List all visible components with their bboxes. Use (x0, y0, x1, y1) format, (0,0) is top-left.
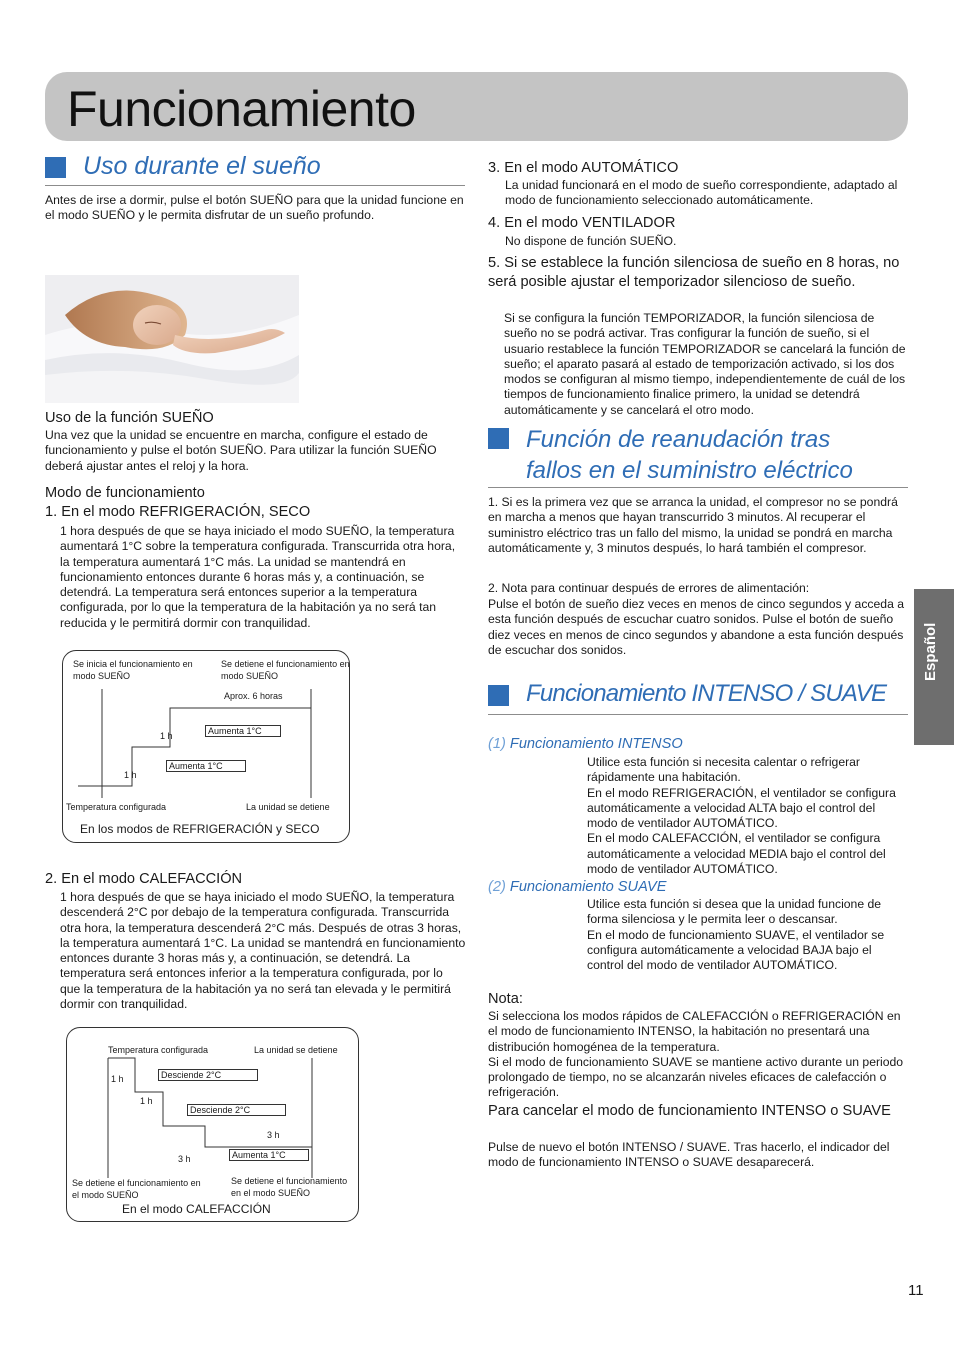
mode4-title: 4. En el modo VENTILADOR (488, 215, 676, 231)
mode1-title: 1. En el modo REFRIGERACIÓN, SECO (45, 504, 311, 520)
intense-s2-heading (488, 879, 666, 895)
mode1-text: 1 hora después de que se haya iniciado el modo SUEÑO, la temperatura aumentará 1°C sobre la temperatura configurada. Transcurrida otra hora, la temperatura aumentará 1°C más. La unidad se mantendrá en funcionamiento entonces durante 6 horas más y, a continuación, se detendrá. La temperatura será entonces superior a la temperatura configurada, por lo que la temperatura de la habitación ya no será tan reducida y le permitirá dormir con tranquilidad. (60, 524, 456, 630)
restart-section-header (488, 424, 908, 488)
cool-set-temp: Temperatura configurada (66, 802, 167, 812)
section-marker-icon (488, 428, 509, 449)
heat-caption: En el modo CALEFACCIÓN (122, 1202, 271, 1216)
intense-s1-num: (1) (488, 736, 506, 752)
cool-unit-stops: La unidad se detiene (246, 802, 330, 812)
cool-approx-label: Aprox. 6 horas (224, 691, 283, 701)
usage-title: Uso de la función SUEÑO (45, 410, 214, 426)
restart-heading-line1: Función de reanudación tras (526, 426, 831, 453)
mode2-text: 1 hora después de que se haya iniciado el modo SUEÑO, la temperatura descenderá 2°C por debajo de la temperatura configurada. Transcurrida otra hora, la temperatura descenderá 2°C más. Después de otras 3 horas, la temperatura aumentará 1°C. La unidad se mantendrá en funcionamiento entonces durante 3 horas más y, a continuación, se detendrá. La temperatura será entonces inferior a la temperatura configurada, por lo que la temperatura de la habitación ya no será tan elevada y le permitirá dormir con tranquilidad. (60, 890, 466, 1012)
note-text: Si selecciona los modos rápidos de CALEFACCIÓN o REFRIGERACIÓN en el modo de funcionamiento INTENSO, la habitación no presentará una distribución homogénea de la temperatura. Si el modo de funcionamiento SUAVE se mantiene activo durante un periodo prolongado de tiempo, no se alcanzarán niveles eficaces de calefacción o refrigeración. (488, 1009, 904, 1100)
cool-start-label: Se inicia el funcionamiento en modo SUEÑO (73, 659, 193, 681)
heat-unit-stops: La unidad se detiene (254, 1045, 338, 1055)
heat-l2: Desciende 2°C (187, 1104, 286, 1116)
intense-section-header (488, 680, 908, 715)
cool-step2-label: Aumenta 1°C (166, 760, 246, 772)
heat-t3: 3 h (267, 1130, 280, 1140)
language-tab (914, 589, 954, 745)
sleep-intro: Antes de irse a dormir, pulse el botón SUEÑO para que la unidad funcione en el modo SUEÑO y le permita disfrutar de un sueño profundo. (45, 193, 464, 223)
restart-p2-title: 2. Nota para continuar después de errores de alimentación: (488, 581, 810, 595)
cool-stop-label: Se detiene el funcionamiento en modo SUEÑO (221, 659, 350, 681)
page-title-bar (45, 72, 908, 141)
heat-stop-right: Se detiene el funcionamiento en el modo SUEÑO (231, 1176, 348, 1198)
section-marker-icon (45, 157, 66, 178)
heat-t4: 3 h (178, 1154, 191, 1164)
note-title: Nota: (488, 991, 523, 1007)
restart-p2-text: Pulse el botón de sueño diez veces en menos de cinco segundos y acceda a esta función después de escuchar cuatro sonidos. Pulse el botón de sueño diez veces en menos de cinco segundos y abandone a esta función después de escuchar dos sonidos. (488, 597, 905, 657)
cool-caption: En los modos de REFRIGERACIÓN y SECO (80, 822, 320, 836)
intense-s2-text: Utilice esta función si desea que la unidad funcione de forma silenciosa y le permita leer o descansar. En el modo de funcionamiento SUAVE, el ventilador se configura automáticamente a velocidad BAJA bajo el control del modo de ventilador AUTOMÁTICO. (587, 897, 885, 973)
restart-heading (526, 424, 916, 486)
heat-l1: Desciende 2°C (158, 1069, 258, 1081)
intense-s1-heading (488, 736, 683, 752)
cool-step1-label: Aumenta 1°C (205, 725, 281, 737)
page-title: Funcionamiento (67, 81, 416, 137)
usage-text: Una vez que la unidad se encuentre en marcha, configure el estado de funcionamiento y pulse el botón SUEÑO. Para utilizar la función SUEÑO deberá ajustar antes el reloj y la hora. (45, 428, 437, 473)
cancel-title: Para cancelar el modo de funcionamiento INTENSO o SUAVE (488, 1103, 891, 1119)
cool-step2-time: 1 h (124, 770, 137, 780)
intense-s1-text: Utilice esta función si necesita calentar o refrigerar rápidamente una habitación. En el modo REFRIGERACIÓN, el ventilador se configura automáticamente a velocidad ALTA bajo el control del modo de ventilador AUTOMÁTICO. En el modo CALEFACCIÓN, el ventilador se configura automáticamente a velocidad MEDIA bajo el control del modo de ventilador AUTOMÁTICO. (587, 755, 896, 877)
restart-heading-line2: fallos en el suministro eléctrico (526, 457, 853, 484)
mode5-title: 5. Si se establece la función silenciosa de sueño en 8 horas, no será posible ajustar el temporizador silencioso de sueño. (488, 255, 900, 290)
intense-heading: Funcionamiento INTENSO / SUAVE (526, 680, 887, 707)
mode3-title: 3. En el modo AUTOMÁTICO (488, 160, 679, 176)
heat-stop-left: Se detiene el funcionamiento en el modo SUEÑO (72, 1178, 201, 1200)
language-tab-label: Español (922, 622, 939, 681)
heating-diagram (66, 1027, 359, 1222)
page-number: 11 (908, 1282, 924, 1299)
mode5-text: Si se configura la función TEMPORIZADOR, la función silenciosa de sueño no se podrá activar. Tras configurar la función de sueño, si el usuario restablece la función TEMPORIZADOR se cancelará la función de sueño; el aparato pasará al estado de temporización activado, si los dos modos se configuran al mismo tiempo, independientemente de cuál de los tiempos de funcionamiento finalice primero, la unidad se detendrá automáticamente y se cancelará el otro modo. (504, 311, 906, 417)
mode4-text: No dispone de función SUEÑO. (505, 234, 677, 248)
intense-s2-title: Funcionamiento SUAVE (509, 879, 667, 895)
cooling-diagram (62, 650, 350, 843)
mode2-title: 2. En el modo CALEFACCIÓN (45, 871, 243, 887)
heat-l3: Aumenta 1°C (229, 1149, 309, 1161)
mode-title: Modo de funcionamiento (45, 485, 205, 501)
heat-t1: 1 h (111, 1074, 124, 1084)
cancel-text: Pulse de nuevo el botón INTENSO / SUAVE. Tras hacerlo, el indicador del modo de funcionamiento INTENSO o SUAVE desaparecerá. (488, 1140, 890, 1170)
mode3-text: La unidad funcionará en el modo de sueño correspondiente, adaptado al modo de funcionamiento seleccionado automáticamente. (505, 178, 898, 208)
restart-p1: 1. Si es la primera vez que se arranca la unidad, el compresor no se pondrá en marcha a menos que hayan transcurrido 3 minutos. Al recuperar el suministro eléctrico tras un fallo del mismo, la unidad se pondrá en marcha automáticamente y, 3 minutos después, lo hará también el compresor. (488, 495, 898, 555)
heat-set-temp: Temperatura configurada (108, 1045, 209, 1055)
heat-t2: 1 h (140, 1096, 153, 1106)
sleep-heading: Uso durante el sueño (83, 152, 321, 180)
section-marker-icon (488, 685, 509, 706)
sleep-section-header (45, 152, 465, 186)
intense-s1-title: Funcionamiento INTENSO (509, 736, 683, 752)
sleeping-woman-photo (45, 275, 299, 403)
cool-step1-time: 1 h (160, 731, 173, 741)
intense-s2-num: (2) (488, 879, 506, 895)
